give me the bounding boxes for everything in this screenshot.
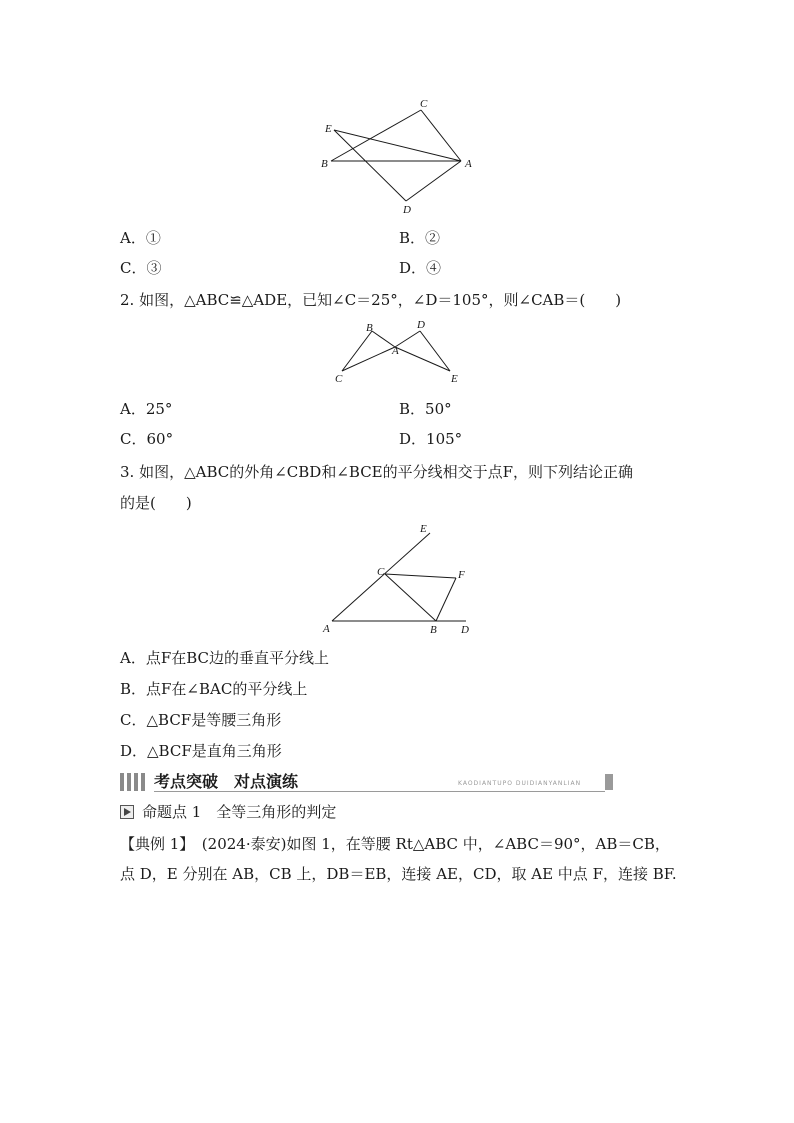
section-end-block <box>605 774 613 790</box>
label-E: E <box>451 373 458 385</box>
label-A: A <box>323 623 330 635</box>
section-title: 考点突破 对点演练 <box>154 772 299 791</box>
q1-option-b: B．② <box>399 229 441 247</box>
label-B: B <box>366 322 373 334</box>
q3-option-b: B．点F在∠BAC的平分线上 <box>120 680 308 698</box>
q3-option-c: C．△BCF是等腰三角形 <box>120 711 282 729</box>
label-A: A <box>465 158 472 170</box>
q3-option-d: D．△BCF是直角三角形 <box>120 742 282 760</box>
section-header <box>120 772 613 792</box>
q1-option-a: A．① <box>120 229 161 247</box>
label-D: D <box>403 204 411 216</box>
label-A: A <box>392 345 399 357</box>
q2-option-c: C．60° <box>120 430 174 448</box>
q1-option-d: D．④ <box>399 259 442 277</box>
label-D: D <box>417 319 425 331</box>
label-C: C <box>420 98 428 110</box>
section-subtitle: KAODIANTUPO DUIDIANYANLIAN <box>458 780 582 787</box>
q3-option-a: A．点F在BC边的垂直平分线上 <box>120 649 330 667</box>
topic-label: 命题点 1 全等三角形的判定 <box>142 803 337 821</box>
label-B: B <box>430 624 437 636</box>
label-F: F <box>458 569 465 581</box>
label-E: E <box>325 123 332 135</box>
label-B: B <box>321 158 328 170</box>
figure-1 <box>310 92 485 217</box>
q2-option-d: D．105° <box>399 430 463 448</box>
section-underline <box>154 791 605 792</box>
q2-stem: 2. 如图，△ABC≌△ADE，已知∠C＝25°，∠D＝105°，则∠CAB＝( ) <box>120 291 622 309</box>
q3-stem-line2: 的是( ) <box>120 494 192 512</box>
label-D: D <box>461 624 469 636</box>
figure-2 <box>330 317 465 389</box>
q1-option-c: C．③ <box>120 259 162 277</box>
q2-option-b: B．50° <box>399 400 452 418</box>
q3-stem-line1: 3. 如图，△ABC的外角∠CBD和∠BCE的平分线相交于点F，则下列结论正确 <box>120 463 634 481</box>
example-line2: 点 D，E 分别在 AB，CB 上，DB＝EB，连接 AE，CD，取 AE 中点 F，连接 BF. <box>120 865 677 883</box>
play-triangle-icon <box>120 805 134 819</box>
section-bars-icon <box>120 773 150 791</box>
figure-3 <box>318 520 478 638</box>
label-C: C <box>335 373 343 385</box>
label-C: C <box>377 566 385 578</box>
example-line1: 【典例 1】 (2024·泰安)如图 1，在等腰 Rt△ABC 中，∠ABC＝90°，AB＝CB， <box>120 835 670 853</box>
label-E: E <box>420 523 427 535</box>
q2-option-a: A．25° <box>120 400 173 418</box>
